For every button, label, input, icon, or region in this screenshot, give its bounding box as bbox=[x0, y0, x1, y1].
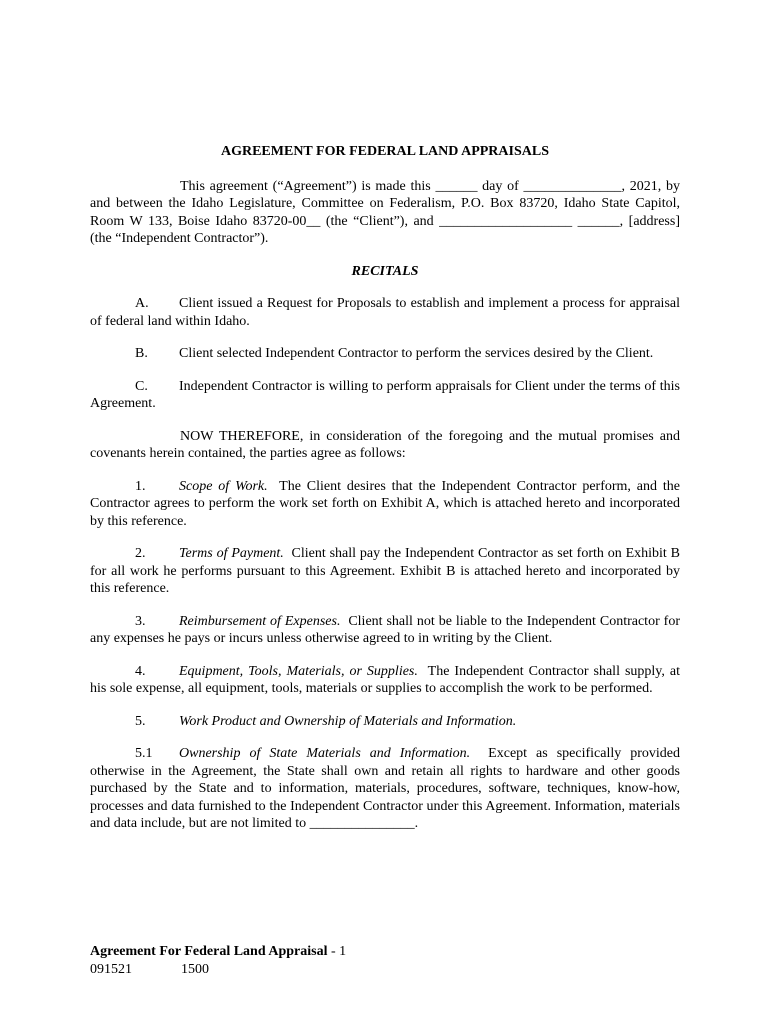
footer-page-number: - 1 bbox=[327, 944, 347, 959]
section-1 bbox=[90, 478, 680, 531]
section-text: The Client desires that the Independent Contractor perform, and the Contractor agrees to perform the work set forth on Exhibit A, which is attached hereto and incorporated by this reference. bbox=[90, 478, 680, 529]
section-5-1 bbox=[90, 745, 680, 833]
recital-text: Client selected Independent Contractor to perform the services desired by the Client. bbox=[179, 346, 654, 361]
section-text: Client shall pay the Independent Contractor as set forth on Exhibit B for all work he performs pursuant to this Agreement. Exhibit B is attached hereto and incorporated by this reference. bbox=[90, 546, 681, 596]
section-2 bbox=[90, 545, 680, 598]
recital-label: C. bbox=[135, 378, 148, 394]
recital-a bbox=[90, 295, 680, 330]
section-number: 3. bbox=[135, 613, 146, 629]
footer-code: 091521 bbox=[90, 961, 132, 977]
section-number: 5. bbox=[135, 713, 146, 729]
section-number: 4. bbox=[135, 663, 146, 679]
document-title: AGREEMENT FOR FEDERAL LAND APPRAISALS bbox=[220, 144, 549, 159]
recital-b bbox=[90, 345, 680, 363]
section-heading: Ownership of State Materials and Information. bbox=[179, 746, 471, 761]
section-heading: Equipment, Tools, Materials, or Supplies. bbox=[179, 663, 418, 679]
section-number: 2. bbox=[135, 546, 146, 561]
section-3 bbox=[90, 613, 680, 648]
section-heading: Scope of Work. bbox=[179, 478, 268, 494]
footer-title: Agreement For Federal Land Appraisal bbox=[90, 944, 328, 959]
recital-label: B. bbox=[135, 346, 148, 361]
now-therefore-paragraph: NOW THEREFORE, in consideration of the foregoing and the mutual promises and covenants herein contained, the parties agree as follows: bbox=[90, 428, 680, 461]
section-heading: Terms of Payment. bbox=[179, 546, 284, 561]
section-text: The Independent Contractor shall supply, at his sole expense, all equipment, tools, materials or supplies to accomplish the work to be performed. bbox=[90, 663, 681, 696]
section-5 bbox=[90, 713, 680, 731]
section-heading: Reimbursement of Expenses. bbox=[179, 613, 341, 629]
recital-text: Client issued a Request for Proposals to establish and implement a process for appraisal of federal land within Idaho. bbox=[90, 296, 680, 329]
recital-text: Independent Contractor is willing to perform appraisals for Client under the terms of this Agreement. bbox=[90, 378, 680, 411]
document-page bbox=[90, 143, 680, 848]
section-number: 5.1 bbox=[135, 746, 153, 761]
section-text: Except as specifically provided otherwise in the Agreement, the State shall own and retain all rights to hardware and other goods purchased by the State and to information, materials, procedures, software, techniques, know-how, processes and data furnished to the Independent Contractor under this Agreement. Information, materials and data include, but are not limited to _______________. bbox=[90, 746, 680, 831]
recital-c bbox=[90, 378, 680, 413]
section-4 bbox=[90, 663, 680, 698]
section-number: 1. bbox=[135, 478, 146, 494]
footer-code-line bbox=[90, 961, 680, 979]
section-text: Client shall not be liable to the Independent Contractor for any expenses he pays or incurs unless otherwise agreed to in writing by the Client. bbox=[90, 613, 680, 646]
recitals-heading: RECITALS bbox=[351, 263, 419, 279]
section-heading: Work Product and Ownership of Materials and Information. bbox=[179, 713, 517, 729]
footer-number: 1500 bbox=[181, 961, 209, 977]
footer-title-line bbox=[90, 943, 680, 961]
page-footer bbox=[90, 943, 680, 978]
recital-label: A. bbox=[135, 296, 149, 311]
intro-paragraph: This agreement (“Agreement”) is made this ______ day of ______________, 2021, by and between the Idaho Legislature, Committee on Federalism, P.O. Box 83720, Idaho State Capitol, Room W 133, Boise Idaho 83720-00__ (the “Client”), and ___________________ ______, [address] (the “Independent Contractor”). bbox=[90, 178, 680, 246]
